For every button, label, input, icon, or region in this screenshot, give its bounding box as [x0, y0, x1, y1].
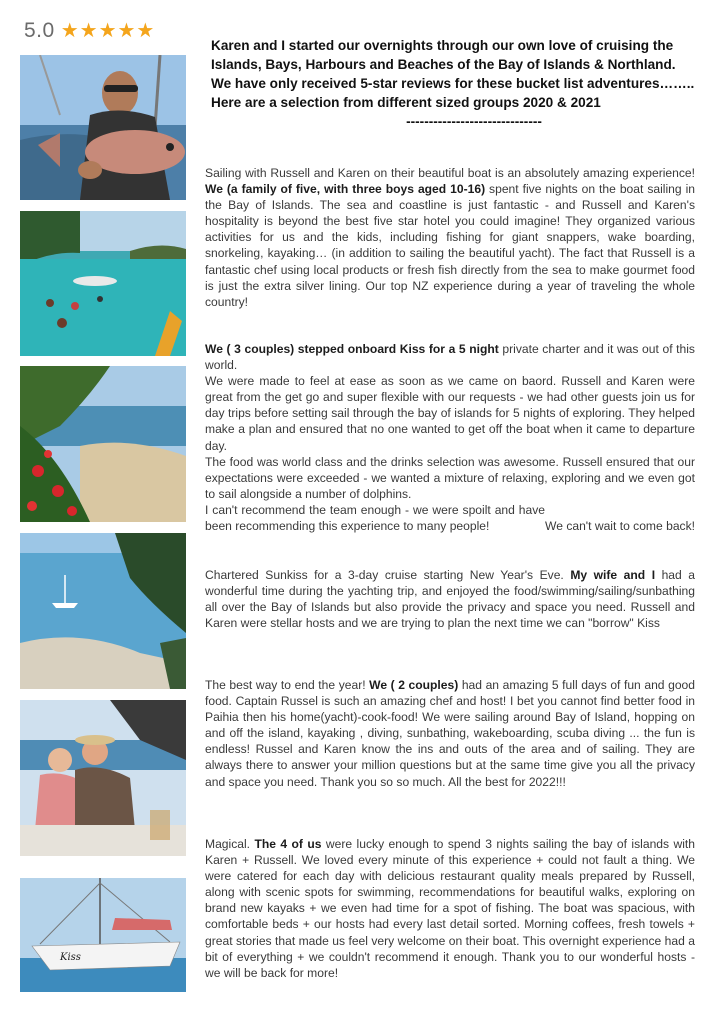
review-family-of-five: Sailing with Russell and Karen on their beautiful boat is an absolutely amazing experience! We (a family of five, with three boys aged 10-16) spent five nights on the boat sailing in the Bay of Islands. The sea and coastline is just fantastic - and Russell and Karen's hospitality is beyond the best five star hotel you could imagine! They organized various activities for us and the kids, including fishing for giant snappers, wake boarding, snorkeling, kayaking… (in addition to sailing the beautiful yacht). The fact that Russell is a fantastic chef using local products or fresh fish directly from the sea to make gourmet food is just the extra silver lining. Our top NZ experience during a year of traveling the whole country! [205, 166, 695, 309]
intro-section [211, 36, 697, 131]
photo-yacht-kiss [20, 878, 186, 992]
intro-text: Karen and I started our overnights through our own love of cruising the Islands, Bays, Harbours and Beaches of the Bay of Islands & Northland. We have only received 5-star reviews for these bucket list adventures…….. [211, 38, 695, 91]
review-four-of-us: Magical. The 4 of us were lucky enough to spend 3 nights sailing the bay of islands with Karen + Russell. We loved every minute of this experience + could not fault a thing. We were catered for each day with delicious restaurant quality meals prepared by Russell, along with scenic spots for swimming, recommendations for beautiful walks, exploring on brand new kayaks + we even had time for a spot of fishing. The boat was spacious, with comfortable beds + our hosts had every last detail sorted. Morning coffees, fresh towels + great stories that made us feel very welcome on their boat. This overnight experience had a bit of everything + we couldn't recommend it enough. Thank you to our wonderful hosts - we will be back for more! [205, 837, 695, 980]
review-three-couples: We ( 3 couples) stepped onboard Kiss for a 5 night private charter and it was out of this world. We were made to feel at ease as soon as we came on baord. Russell and Karen were great from the get go and super flexible with our requests - we had other guests join us for day trips before setting sail through the bay of islands for 5 nights of exploring. They helped make a plan and ensured that no one wanted to get off the boat when it came to departure day. The food was world class and the drinks selection was awesome. Russell ensured that our expectations were exceeded - we wanted a mixture of relaxing, exploring and we even got to sail alongside a number of dolphins. I can't recommend the team enough - we were spoilt and have been recommending this experience to many people! We can't wait to come back! [205, 342, 695, 534]
photo-swimmers-turquoise-bay [20, 211, 186, 356]
intro-subtitle: Here are a selection from different sized groups 2020 & 2021 [211, 95, 601, 110]
review-new-years-cruise: Chartered Sunkiss for a 3-day cruise starting New Year's Eve. My wife and I had a wonderful time during the yachting trip, and enjoyed the food/swimming/sailing/sunbathing all over the Bay of Islands but also provide the privacy and space you need. Russell and Karen were stellar hosts and we are trying to plan the next time we can "borrow" Kiss [205, 568, 696, 631]
rating-score: 5.0 [24, 18, 55, 42]
boat-name-lettering: Kiss [60, 952, 81, 963]
photo-yacht-anchored-bay [20, 533, 186, 689]
star-icons: ★★★★★ [60, 20, 156, 42]
rating-header [24, 18, 155, 43]
photo-beach-pohutukawa-flowers [20, 366, 186, 522]
photo-guests-on-yacht-deck [20, 700, 186, 856]
photo-fisherman-with-snapper [20, 55, 186, 200]
review-two-couples: The best way to end the year! We ( 2 couples) had an amazing 5 full days of fun and good food. Captain Russel is such an amazing chef and host! I bet you cannot find better food in Paihia then his home(yacht)-cook-food! We were sailing around Bay of Island, hopping on and off the island, kayaking , diving, sunbathing, wakeboarding, scuba diving ... the fun is endless! Russel and Karen know the ins and outs of the area and of sailing. They are always there to answer your million questions but at the same time give you all the privacy and space you need. Thank you so so much. All the best for 2022!!! [205, 678, 696, 789]
intro-divider: ------------------------------ [406, 114, 542, 129]
